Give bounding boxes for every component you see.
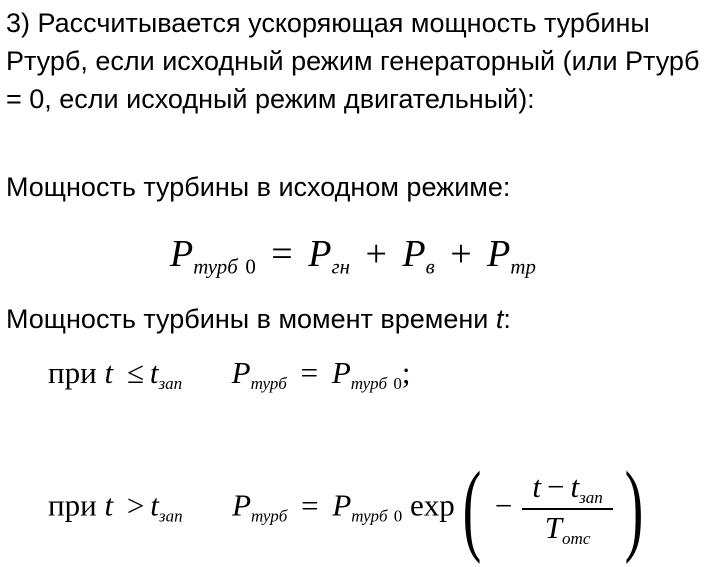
variable-t: t xyxy=(532,468,541,504)
symbol-P: P xyxy=(231,355,251,390)
paragraph-initial-mode-heading: Мощность турбины в исходном режиме: xyxy=(6,172,511,202)
variable-t: t xyxy=(149,355,159,390)
formula-condition-gt xyxy=(48,450,651,567)
symbol-P: P xyxy=(170,233,194,275)
symbol-P: P xyxy=(487,233,511,275)
subscript-v: в xyxy=(425,254,435,279)
subscript-turb: турб xyxy=(193,254,238,279)
paragraph-moment-colon: : xyxy=(503,304,511,334)
left-parenthesis: ( xyxy=(462,452,482,565)
formula-initial-turbine-power xyxy=(170,232,536,279)
equals-sign: = xyxy=(271,233,293,275)
variable-t: t xyxy=(150,487,159,523)
symbol-P: P xyxy=(232,487,252,523)
formula-condition-le xyxy=(48,355,410,394)
greater-than-sign: > xyxy=(126,487,145,523)
variable-t: t xyxy=(570,468,580,504)
symbol-P: P xyxy=(308,233,332,275)
subscript-turb: турб xyxy=(250,373,287,393)
variable-t: t xyxy=(104,487,114,523)
plus-sign: + xyxy=(365,233,387,275)
minus-sign: − xyxy=(494,487,513,523)
paragraph-moment-text: Мощность турбины в момент времени xyxy=(6,304,489,334)
subscript-turb: турб xyxy=(351,506,388,526)
function-exp: exp xyxy=(410,487,455,523)
variable-t: t xyxy=(495,304,504,334)
subscript-turb: турб xyxy=(251,506,288,526)
equals-sign: = xyxy=(301,487,319,523)
semicolon: ; xyxy=(401,355,411,390)
subscript-zap: зап xyxy=(579,487,603,507)
plus-sign: + xyxy=(450,233,472,275)
minus-sign: − xyxy=(547,468,565,504)
word-pri: при xyxy=(48,355,97,390)
fraction-denominator xyxy=(522,510,612,549)
less-or-equal-sign: ≤ xyxy=(126,355,144,390)
subscript-zero: 0 xyxy=(245,254,256,279)
subscript-zero: 0 xyxy=(393,373,402,393)
paragraph-moment-heading xyxy=(6,300,706,338)
subscript-turb: турб xyxy=(350,373,388,393)
subscript-tr: тр xyxy=(510,254,536,279)
subscript-zap: зап xyxy=(158,373,183,393)
symbol-P: P xyxy=(402,233,426,275)
word-pri: при xyxy=(48,487,97,523)
variable-t: t xyxy=(104,355,114,390)
variable-T: T xyxy=(544,509,563,545)
paragraph-turbine-power-calculation: 3) Рассчитывается ускоряющая мощность турбины Ртурб, если исходный режим генераторный (или Ртурб = 0, если исходный режим двигательный): xyxy=(6,8,700,114)
fraction-numerator xyxy=(522,469,612,510)
subscript-gn: гн xyxy=(331,254,350,279)
right-parenthesis: ) xyxy=(624,452,644,565)
equals-sign: = xyxy=(300,355,319,390)
subscript-zap: зап xyxy=(158,506,183,526)
subscript-zero: 0 xyxy=(393,506,403,526)
symbol-P: P xyxy=(332,487,352,523)
symbol-P: P xyxy=(331,355,351,390)
fraction xyxy=(522,469,612,549)
subscript-ots: отс xyxy=(562,528,591,548)
